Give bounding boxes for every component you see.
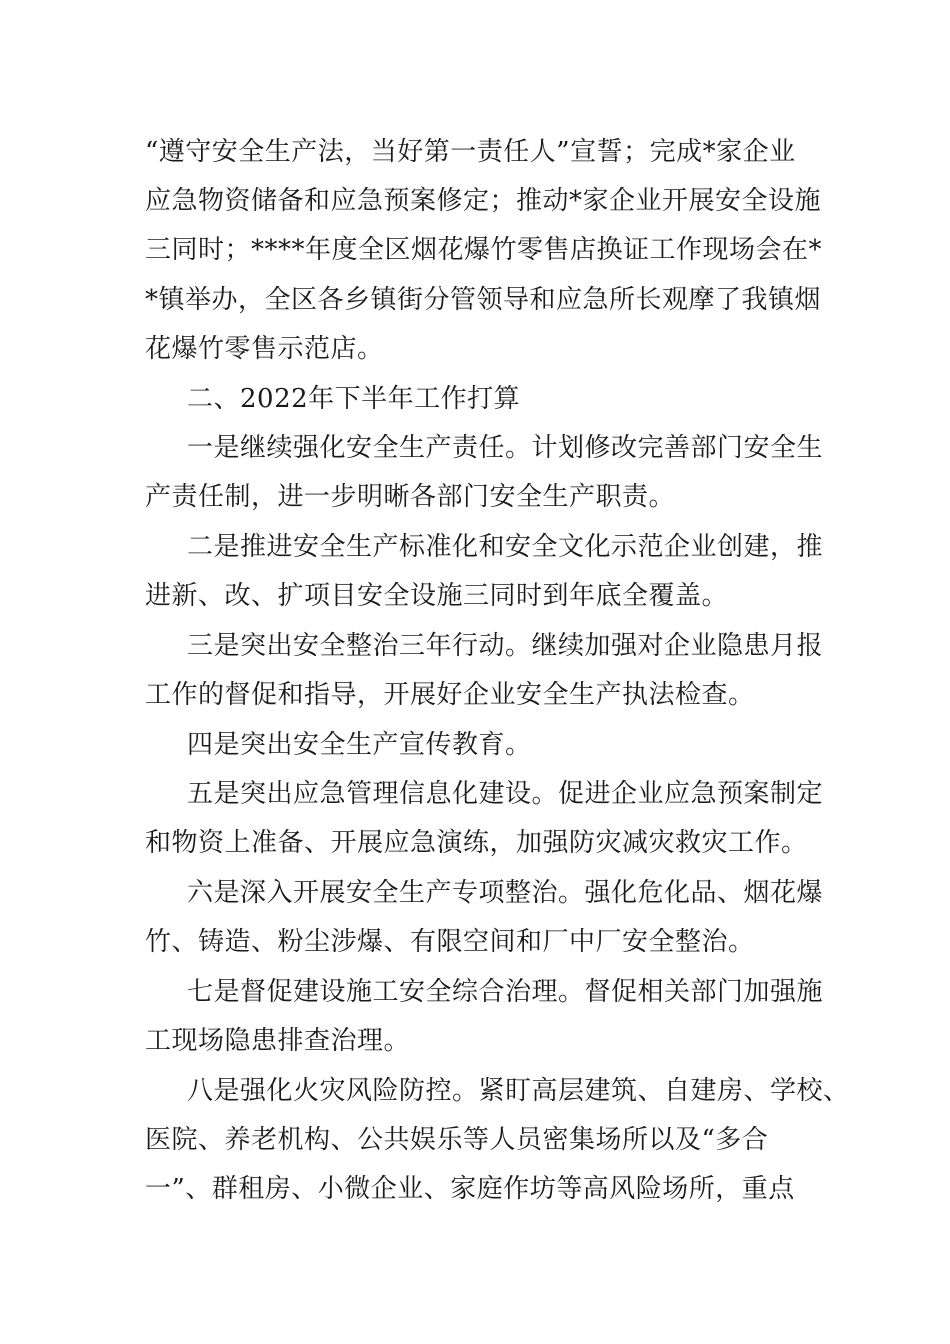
text-line: 应急物资储备和应急预案修定；推动*家企业开展安全设施	[145, 186, 822, 216]
text-line: 和物资上准备、开展应急演练，加强防灾减灾救灾工作。	[145, 828, 808, 858]
text-line: 二是推进安全生产标准化和安全文化示范企业创建，推	[187, 532, 824, 562]
text-line: 进新、改、扩项目安全设施三同时到年底全覆盖。	[145, 581, 729, 611]
text-line: 工现场隐患排查治理。	[145, 1026, 411, 1056]
text-line: 医院、养老机构、公共娱乐等人员密集场所以及“多合	[145, 1125, 769, 1155]
text-line: 竹、铸造、粉尘涉爆、有限空间和厂中厂安全整治。	[145, 927, 755, 957]
section-heading: 二、2022年下半年工作打算	[187, 384, 521, 414]
text-line: 七是督促建设施工安全综合治理。督促相关部门加强施	[187, 977, 824, 1007]
text-line: *镇举办，全区各乡镇街分管领导和应急所长观摩了我镇烟	[145, 285, 822, 315]
text-line: “遵守安全生产法，当好第一责任人”宣誓；完成*家企业	[145, 137, 796, 167]
text-line: 花爆竹零售示范店。	[145, 334, 384, 364]
text-line: 工作的督促和指导，开展好企业安全生产执法检查。	[145, 680, 755, 710]
text-line: 三同时；****年度全区烟花爆竹零售店换证工作现场会在*	[145, 235, 823, 265]
text-line: 一”、群租房、小微企业、家庭作坊等高风险场所，重点	[145, 1174, 795, 1204]
text-line: 一是继续强化安全生产责任。计划修改完善部门安全生	[187, 433, 824, 463]
text-line: 六是深入开展安全生产专项整治。强化危化品、烟花爆	[187, 878, 824, 908]
text-line: 三是突出安全整治三年行动。继续加强对企业隐患月报	[187, 631, 824, 661]
text-line: 五是突出应急管理信息化建设。促进企业应急预案制定	[187, 779, 824, 809]
text-line: 产责任制，进一步明晰各部门安全生产职责。	[145, 482, 676, 512]
text-line: 四是突出安全生产宣传教育。	[187, 730, 532, 760]
text-line: 八是强化火灾风险防控。紧盯高层建筑、自建房、学校、	[187, 1076, 850, 1106]
